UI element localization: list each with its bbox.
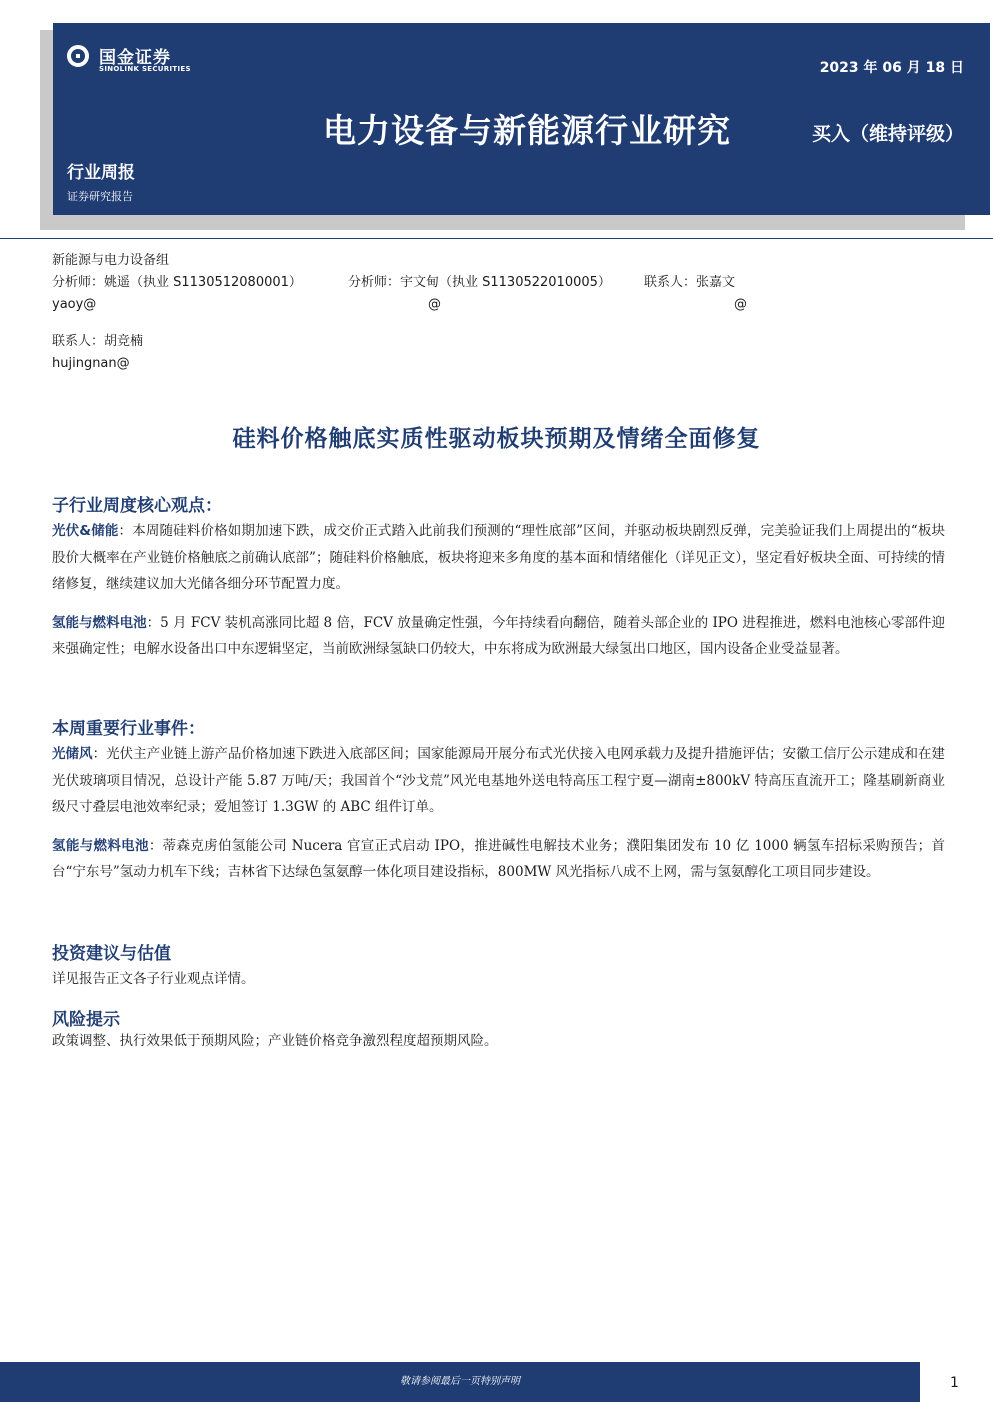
section-heading: 本周重要行业事件： bbox=[52, 719, 205, 739]
analyst-2: 分析师：宇文甸（执业 S1130522010005） bbox=[348, 275, 611, 290]
paragraph-risk: 政策调整、执行效果低于预期风险；产业链价格竞争激烈程度超预期风险。 bbox=[52, 1033, 498, 1049]
logo-english: SINOLINK SECURITIES bbox=[99, 65, 191, 73]
report-category: 证券研究报告 bbox=[67, 190, 133, 203]
contact-1: 联系人：张嘉文 bbox=[644, 275, 736, 290]
section-heading: 风险提示 bbox=[52, 1010, 120, 1030]
company-logo-icon bbox=[67, 45, 89, 67]
analyst-1: 分析师：姚遥（执业 S1130512080001） bbox=[52, 275, 302, 290]
paragraph-investment: 详见报告正文各子行业观点详情。 bbox=[52, 971, 255, 987]
report-type: 行业周报 bbox=[67, 163, 135, 183]
paragraph-lead: 光储风 bbox=[52, 746, 93, 762]
industry-title: 电力设备与新能源行业研究 bbox=[323, 111, 731, 150]
section-risk bbox=[52, 1008, 945, 1055]
paragraph-text: ：光伏主产业链上游产品价格加速下跌进入底部区间；国家能源局开展分布式光伏接入电网承载力及提升措施评估；安徽工信厅公示建成和在建光伏玻璃项目情况，总设计产能 5.87 万吨/天；我国首个“沙戈荒”风光电基地外送电特高压工程宁夏—湖南±800kV 特高压直流开工；隆基刷新商业级尺寸叠层电池效率纪录；爱旭签订 1.3GW 的 ABC 组件订单。 bbox=[52, 746, 945, 815]
rating: 买入（维持评级） bbox=[811, 123, 964, 145]
contact-2: 联系人：胡竞楠 bbox=[52, 334, 144, 349]
team-name: 新能源与电力设备组 bbox=[52, 253, 170, 268]
paragraph-pv-wind bbox=[52, 741, 945, 821]
page-number: 1 bbox=[950, 1375, 959, 1391]
paragraph-lead: 光伏&储能 bbox=[52, 523, 119, 539]
analyst-2-email[interactable]: @ bbox=[428, 297, 441, 312]
paragraph-lead: 氢能与燃料电池 bbox=[52, 837, 149, 854]
header-shadow-bottom bbox=[40, 215, 965, 230]
paragraph-text: ：本周随硅料价格如期加速下跌，成交价正式踏入此前我们预测的“理性底部”区间，并驱动板块剧烈反弹，完美验证我们上周提出的“板块股价大概率在产业链价格触底之前确认底部”；随硅料价格触底，板块将迎来多角度的基本面和情绪催化（详见正文），坚定看好板块全面、可持续的情绪修复，继续建议加大光储各细分环节配置力度。 bbox=[52, 523, 946, 592]
contact-1-email[interactable]: @ bbox=[734, 297, 747, 312]
contact-2-email[interactable]: hujingnan@ bbox=[52, 356, 130, 371]
section-heading: 投资建议与估值 bbox=[52, 944, 171, 964]
paragraph-text: ：5 月 FCV 装机高涨同比超 8 倍，FCV 放量确定性强，今年持续看向翻倍，随着头部企业的 IPO 进程推进，燃料电池核心零部件迎来强确定性；电解水设备出口中东逻辑坚定，当前欧洲绿氢缺口仍较大，中东将成为欧洲最大绿氢出口地区，国内设备企业受益显著。 bbox=[52, 614, 945, 657]
section-core-views bbox=[52, 494, 945, 663]
section-events bbox=[52, 717, 945, 886]
footer-notice-bar: 敬请参阅最后一页特别声明 bbox=[0, 1362, 920, 1402]
paragraph-hydrogen-events bbox=[52, 833, 945, 886]
section-investment bbox=[52, 942, 945, 993]
paragraph-text: ：蒂森克虏伯氢能公司 Nucera 官宣正式启动 IPO，推进碱性电解技术业务；濮阳集团发布 10 亿 1000 辆氢车招标采购预告；首台“宁东号”氢动力机车下线；吉林省下达绿色氢氨醇一体化项目建设指标，800MW 风光指标八成不上网，需与氢氨醇化工项目同步建设。 bbox=[52, 837, 945, 880]
report-date: 2023 年 06 月 18 日 bbox=[819, 60, 964, 76]
paragraph-pv-storage bbox=[52, 518, 945, 598]
paragraph-lead: 氢能与燃料电池 bbox=[52, 614, 147, 631]
logo-chinese: 国金证券 bbox=[99, 48, 171, 68]
section-heading: 子行业周度核心观点： bbox=[52, 496, 222, 516]
analyst-1-email[interactable]: yaoy@ bbox=[52, 297, 97, 312]
header-divider bbox=[0, 238, 993, 239]
report-title: 硅料价格触底实质性驱动板块预期及情绪全面修复 bbox=[232, 426, 761, 452]
paragraph-hydrogen bbox=[52, 610, 945, 663]
report-header bbox=[53, 23, 990, 215]
